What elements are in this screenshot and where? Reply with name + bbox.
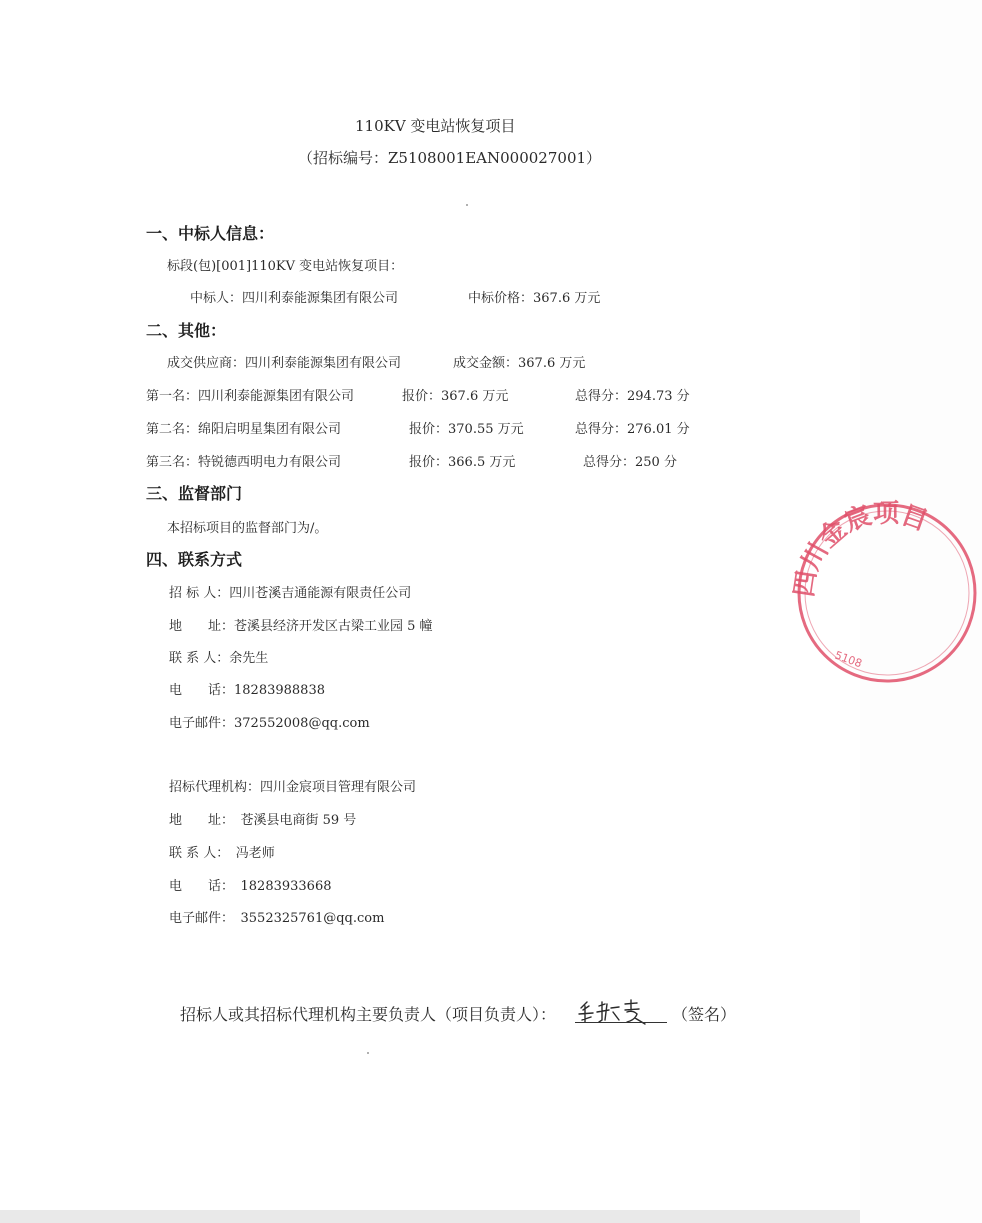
document-title: 110KV 变电站恢复项目: [355, 117, 516, 135]
lot-line: 标段(包)[001]110KV 变电站恢复项目：: [167, 259, 404, 274]
ranking-1-bid: 报价：367.6 万元: [402, 389, 509, 404]
winner-line: 中标人：四川利泰能源集团有限公司: [190, 291, 399, 306]
company-seal: [792, 498, 982, 688]
svg-text:四川金宸项目: 四川金宸项目: [792, 498, 932, 599]
tenderer-phone: 电 话：18283988838: [169, 683, 325, 698]
tenderer-name: 招 标 人：四川苍溪吉通能源有限责任公司: [169, 586, 412, 601]
ranking-3-score: 总得分：250 分: [583, 455, 677, 470]
section2-heading: 二、其他：: [146, 321, 227, 340]
ranking-1-name: 第一名：四川利泰能源集团有限公司: [146, 389, 355, 404]
tenderer-address: 地 址：苍溪县经济开发区古梁工业园 5 幢: [169, 619, 433, 634]
section4-heading: 四、联系方式: [146, 550, 243, 569]
ranking-2-bid: 报价：370.55 万元: [409, 422, 524, 437]
ranking-3-bid: 报价：366.5 万元: [409, 455, 516, 470]
agency-address: 地 址： 苍溪县电商街 59 号: [169, 813, 357, 828]
tenderer-email: 电子邮件：372552008@qq.com: [169, 716, 370, 731]
page-bottom-band: [0, 1210, 860, 1223]
agency-email: 电子邮件： 3552325761@qq.com: [169, 911, 385, 926]
ranking-2-score: 总得分：276.01 分: [575, 422, 690, 437]
ranking-1-score: 总得分：294.73 分: [575, 389, 690, 404]
winner-price: 中标价格：367.6 万元: [468, 291, 601, 306]
agency-contact: 联 系 人： 冯老师: [169, 846, 275, 861]
handwritten-signature: [575, 998, 667, 1028]
ranking-2-name: 第二名：绵阳启明星集团有限公司: [146, 422, 342, 437]
tender-number: （招标编号：Z5108001EAN000027001）: [298, 149, 602, 167]
agency-name: 招标代理机构：四川金宸项目管理有限公司: [169, 780, 417, 795]
supervision-text: 本招标项目的监督部门为/。: [167, 521, 328, 536]
signature-underline: [575, 1022, 667, 1023]
amount-line: 成交金额：367.6 万元: [453, 356, 586, 371]
svg-text:5108: 5108: [832, 648, 864, 671]
signature-suffix: （签名）: [672, 1005, 737, 1024]
scan-speck: [367, 1052, 369, 1054]
agency-phone: 电 话： 18283933668: [169, 879, 332, 894]
section1-heading: 一、中标人信息：: [146, 224, 275, 243]
tenderer-contact: 联 系 人：余先生: [169, 651, 269, 666]
signature-label: 招标人或其招标代理机构主要负责人（项目负责人）：: [180, 1005, 557, 1024]
supplier-line: 成交供应商：四川利泰能源集团有限公司: [167, 356, 402, 371]
scan-speck: [466, 204, 468, 206]
section3-heading: 三、监督部门: [146, 484, 243, 503]
ranking-3-name: 第三名：特锐德西明电力有限公司: [146, 455, 342, 470]
